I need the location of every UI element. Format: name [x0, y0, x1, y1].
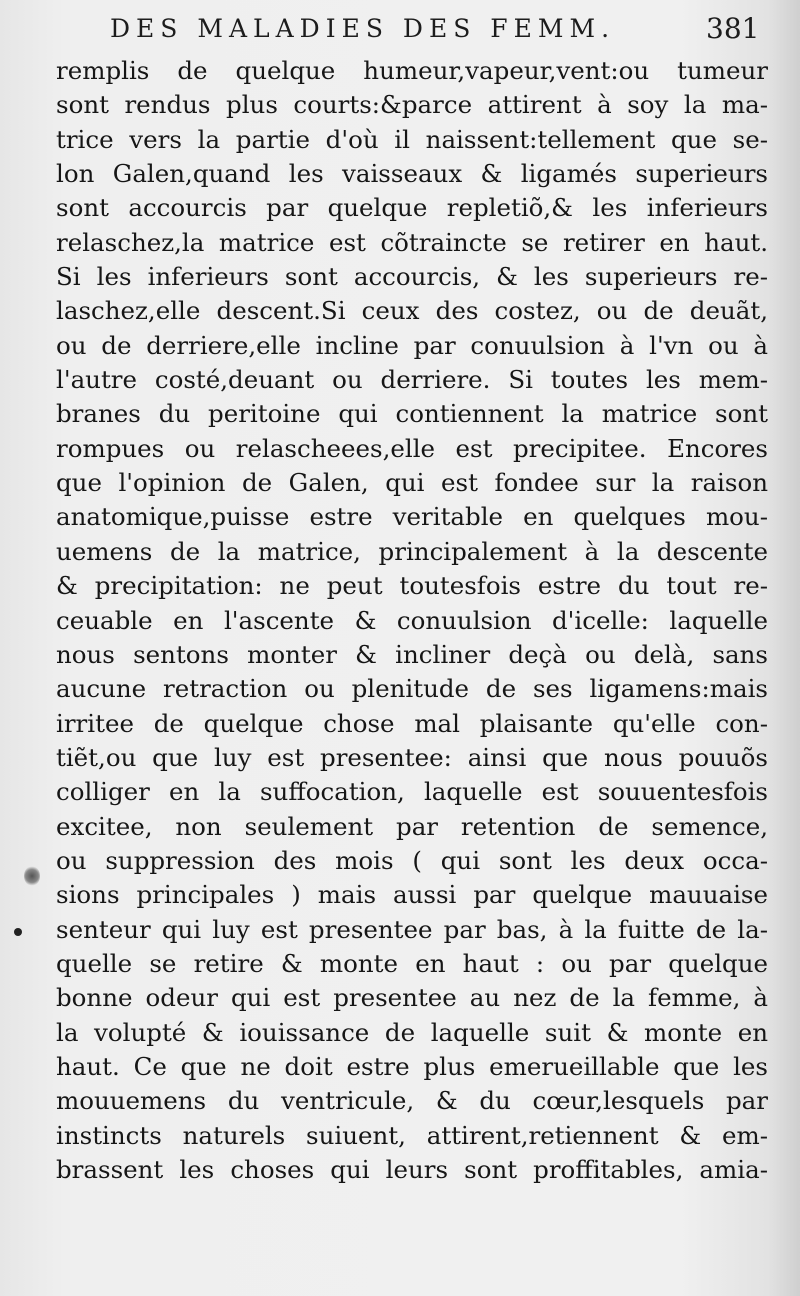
text-line: que l'opinion de Galen, qui est fondee sur la raison [56, 468, 768, 498]
text-line: ceuable en l'ascente & conuulsion d'icelle: laquelle [56, 605, 768, 635]
text-line: & precipitation: ne peut toutesfois estre du tout re- [56, 571, 768, 601]
text-line: bonne odeur qui est presentee au nez de la femme, à [56, 983, 768, 1013]
ink-blot-mark [24, 866, 40, 886]
text-line: sont accourcis par quelque repletiõ,& les inferieurs [56, 193, 768, 223]
text-line: sions principales ) mais aussi par quelque mauuaise [56, 880, 768, 910]
text-line: rompues ou relascheees,elle est precipitee. Encores [56, 433, 768, 463]
text-line: quelle se retire & monte en haut : ou par quelque [56, 948, 768, 978]
text-line: haut. Ce que ne doit estre plus emerueillable que les [56, 1051, 768, 1081]
body-text-block [56, 54, 768, 1187]
text-line: colliger en la suffocation, laquelle est souuentesfois [56, 777, 768, 807]
text-line: Si les inferieurs sont accourcis, & les superieurs re- [56, 262, 768, 292]
text-line: brassent les choses qui leurs sont proffitables, amia- [56, 1155, 768, 1184]
running-title: DES MALADIES DES FEMM. [110, 14, 616, 43]
text-line: irritee de quelque chose mal plaisante qu'elle con- [56, 708, 768, 738]
text-line: excitee, non seulement par retention de semence, [56, 811, 768, 841]
text-line: mouuemens du ventricule, & du cœur,lesquels par [56, 1086, 768, 1116]
text-line: aucune retraction ou plenitude de ses ligamens:mais [56, 674, 768, 704]
text-line: anatomique,puisse estre veritable en quelques mou- [56, 502, 768, 532]
text-line: tiẽt,ou que luy est presentee: ainsi que nous pouuõs [56, 742, 768, 772]
text-line: senteur qui luy est presentee par bas, à la fuitte de la- [56, 914, 768, 944]
page-number: 381 [706, 12, 760, 45]
text-line: sont rendus plus courts:&parce attirent à soy la ma- [56, 90, 768, 120]
text-line: nous sentons monter & incliner deçà ou delà, sans [56, 639, 768, 669]
text-line: laschez,elle descent.Si ceux des costez, ou de deuãt, [56, 296, 768, 326]
text-line: ou de derriere,elle incline par conuulsion à l'vn ou à [56, 330, 768, 360]
text-line: instincts naturels suiuent, attirent,retiennent & em- [56, 1120, 768, 1150]
text-line: uemens de la matrice, principalement à la descente [56, 536, 768, 566]
text-line: ou suppression des mois ( qui sont les deux occa- [56, 845, 768, 875]
margin-dot-mark [14, 928, 22, 936]
text-line: branes du peritoine qui contiennent la matrice sont [56, 399, 768, 429]
text-line: remplis de quelque humeur,vapeur,vent:ou tumeur [56, 56, 768, 85]
text-line: relaschez,la matrice est cõtraincte se retirer en haut. [56, 227, 768, 257]
text-line: lon Galen,quand les vaisseaux & ligamés superieurs [56, 159, 768, 189]
text-line: la volupté & iouissance de laquelle suit & monte en [56, 1017, 768, 1047]
text-line: trice vers la partie d'où il naissent:tellement que se- [56, 124, 768, 154]
text-line: l'autre costé,deuant ou derriere. Si toutes les mem- [56, 365, 768, 395]
